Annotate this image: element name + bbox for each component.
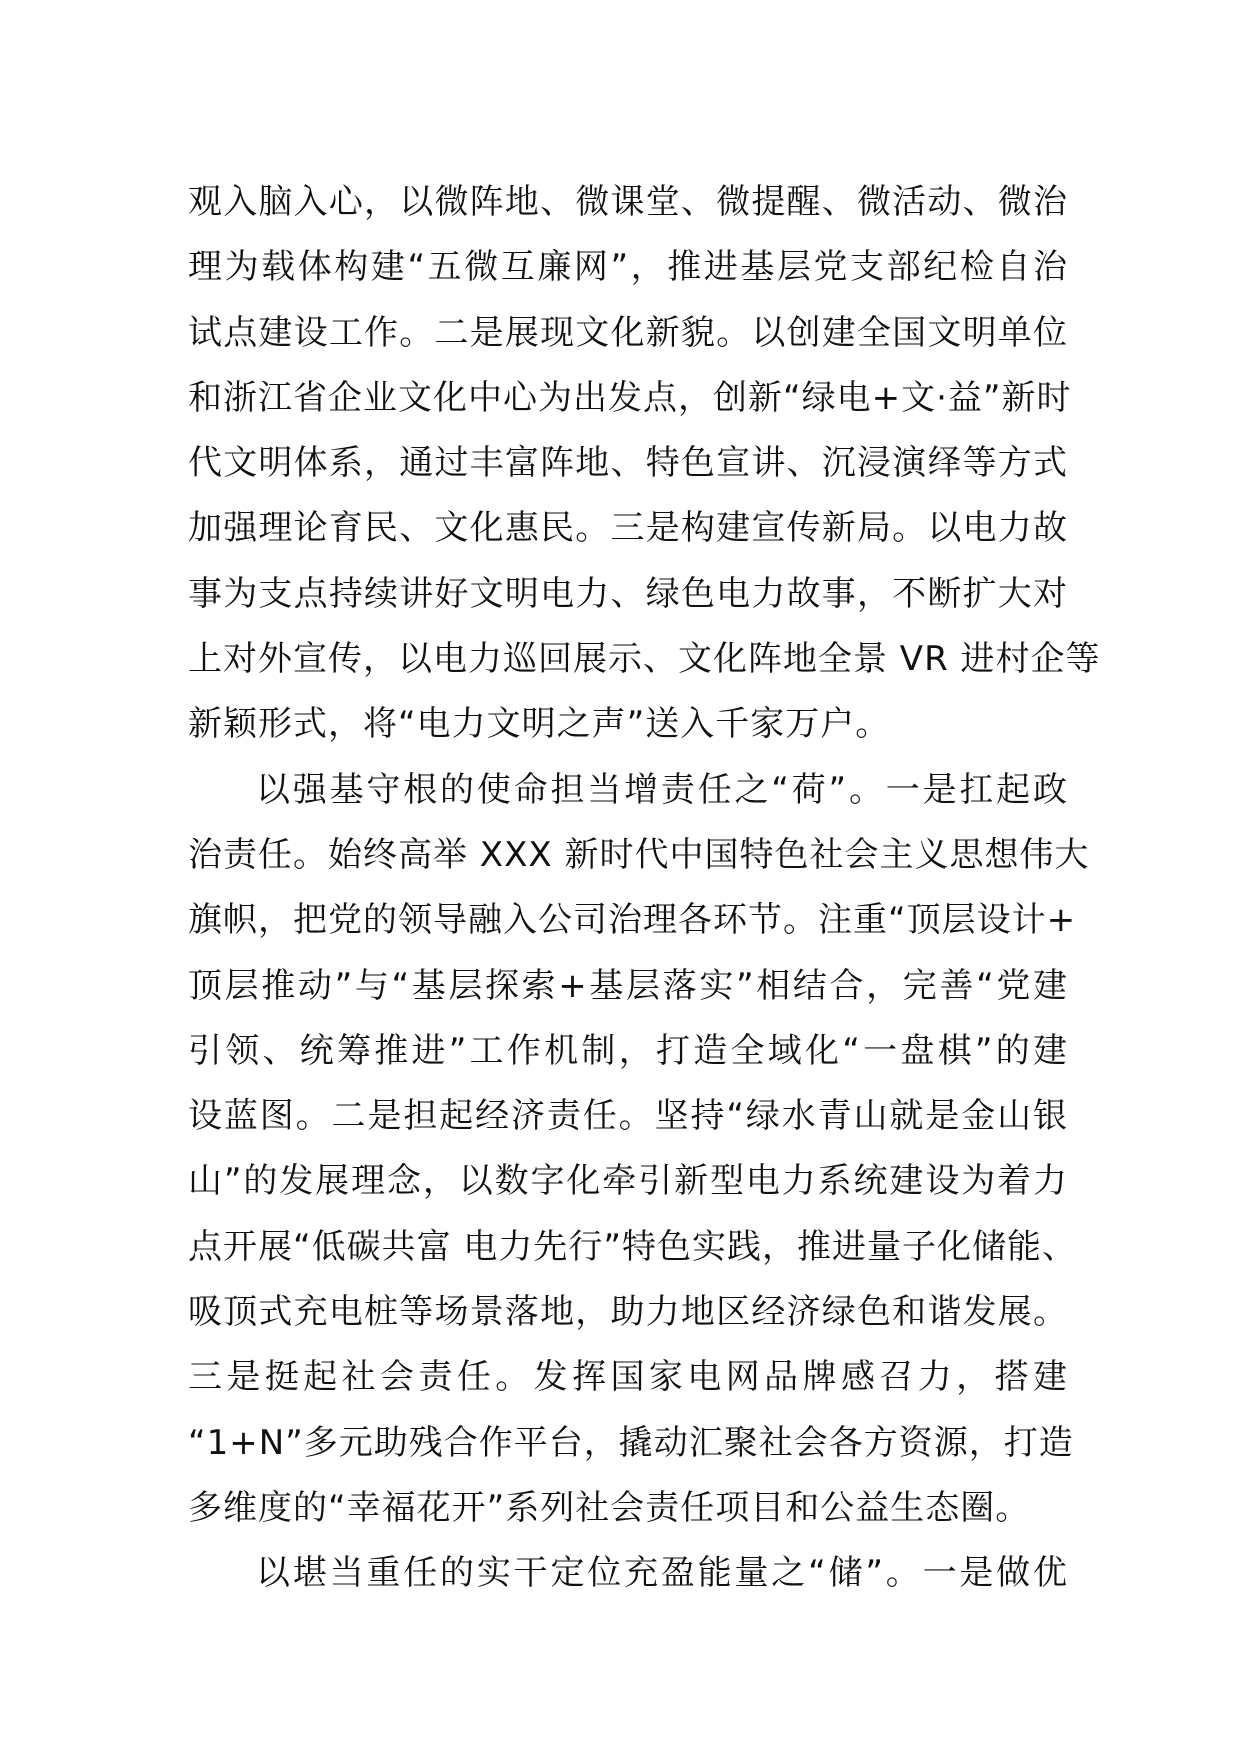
text-line: “1+N”多元助残合作平台，撬动汇聚社会各方资源，打造 xyxy=(188,1422,1074,1463)
text-line: 吸顶式充电桩等场景落地，助力地区经济绿色和谐发展。 xyxy=(188,1292,1068,1333)
text-line: 三是挺起社会责任。发挥国家电网品牌感召力，搭建 xyxy=(188,1357,1068,1398)
text-line: 代文明体系，通过丰富阵地、特色宣讲、沉浸演绎等方式 xyxy=(188,443,1068,484)
text-line: 多维度的“幸福花开”系列社会责任项目和公益生态圈。 xyxy=(188,1487,1031,1528)
body-text xyxy=(188,170,1101,1607)
text-line: 事为支点持续讲好文明电力、绿色电力故事，不断扩大对 xyxy=(188,573,1068,614)
text-line: 引领、统筹推进”工作机制，打造全域化“一盘棋”的建 xyxy=(188,1030,1068,1071)
text-line: 旗帜，把党的领导融入公司治理各环节。注重“顶层设计+ xyxy=(188,900,1077,941)
text-line: 上对外宣传，以电力巡回展示、文化阵地全景 VR 进村企等 xyxy=(188,639,1101,680)
text-line: 点开展“低碳共富 电力先行”特色实践，推进量子化储能、 xyxy=(188,1226,1078,1267)
text-line: 新颖形式，将“电力文明之声”送入千家万户。 xyxy=(188,704,891,745)
text-line: 试点建设工作。二是展现文化新貌。以创建全国文明单位 xyxy=(188,312,1068,353)
text-line: 理为载体构建“五微互廉网”，推进基层党支部纪检自治 xyxy=(188,247,1068,288)
paragraph-first-line: 以堪当重任的实干定位充盈能量之“储”。一是做优 xyxy=(256,1553,1068,1594)
text-line: 山”的发展理念，以数字化牵引新型电力系统建设为着力 xyxy=(188,1161,1068,1202)
paragraph-first-line: 以强基守根的使命担当增责任之“荷”。一是扛起政 xyxy=(256,769,1068,810)
text-line: 治责任。始终高举 XXX 新时代中国特色社会主义思想伟大 xyxy=(188,834,1090,875)
text-line: 和浙江省企业文化中心为出发点，创新“绿电+文·益”新时 xyxy=(188,377,1072,418)
text-line: 观入脑入心，以微阵地、微课堂、微提醒、微活动、微治 xyxy=(188,182,1068,222)
text-line: 设蓝图。二是担起经济责任。坚持“绿水青山就是金山银 xyxy=(188,1096,1068,1137)
text-line: 加强理论育民、文化惠民。三是构建宣传新局。以电力故 xyxy=(188,508,1068,549)
text-line: 顶层推动”与“基层探索+基层落实”相结合，完善“党建 xyxy=(188,965,1068,1006)
